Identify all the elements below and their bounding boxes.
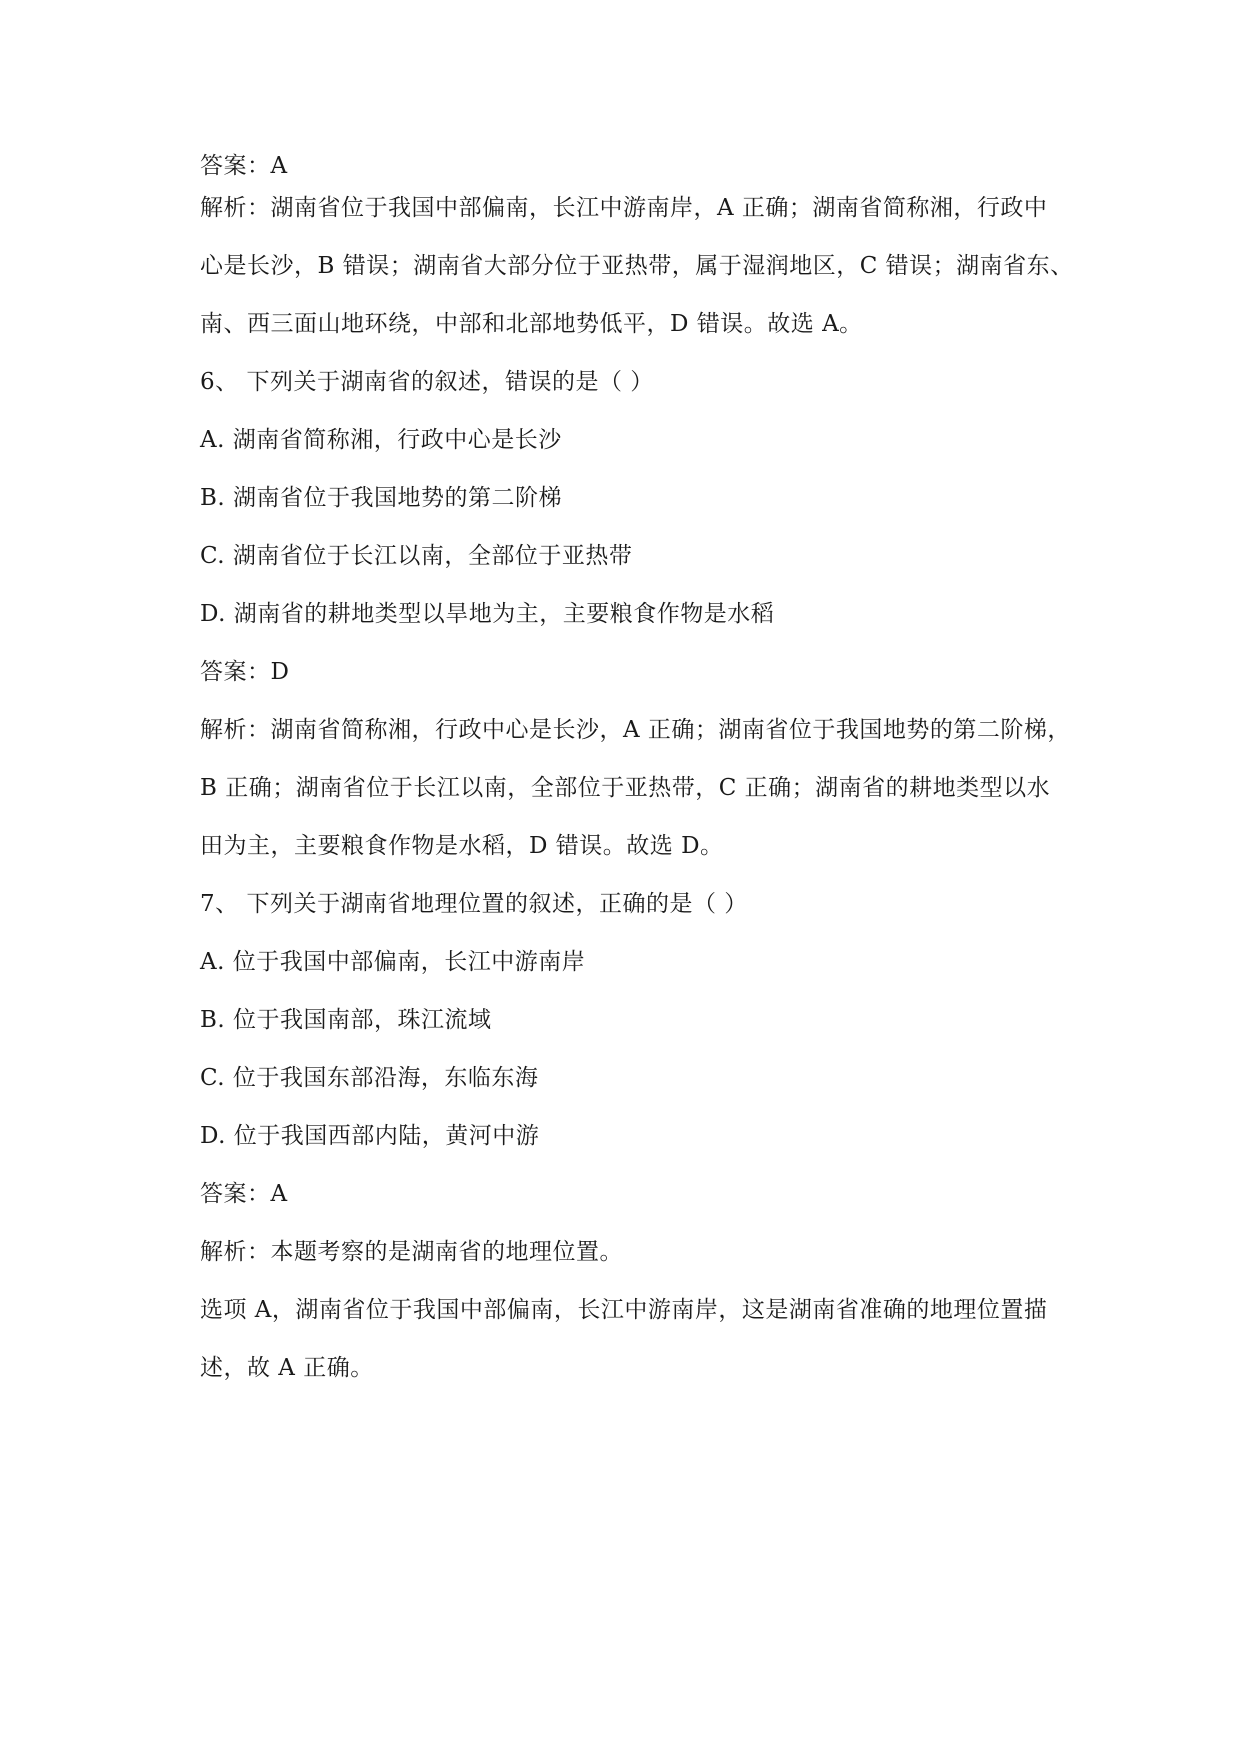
question-6: 6、 下列关于湖南省的叙述，错误的是（ ） bbox=[200, 369, 654, 395]
answer-5: 答案：A bbox=[200, 153, 288, 179]
question-7-option-c: C. 位于我国东部沿海，东临东海 bbox=[200, 1065, 539, 1091]
answer-6: 答案：D bbox=[200, 659, 290, 685]
analysis-7-line-1: 解析：本题考察的是湖南省的地理位置。 bbox=[200, 1239, 623, 1265]
analysis-5-line-2: 心是长沙，B 错误；湖南省大部分位于亚热带，属于湿润地区，C 错误；湖南省东、 bbox=[200, 253, 1074, 279]
question-7-option-a: A. 位于我国中部偏南，长江中游南岸 bbox=[200, 949, 586, 975]
question-6-option-b: B. 湖南省位于我国地势的第二阶梯 bbox=[200, 485, 563, 511]
analysis-6-line-1: 解析：湖南省简称湘，行政中心是长沙，A 正确；湖南省位于我国地势的第二阶梯， bbox=[200, 717, 1071, 743]
question-7-option-d: D. 位于我国西部内陆，黄河中游 bbox=[200, 1123, 540, 1149]
analysis-5-line-3: 南、西三面山地环绕，中部和北部地势低平，D 错误。故选 A。 bbox=[200, 311, 863, 337]
analysis-5-line-1: 解析：湖南省位于我国中部偏南，长江中游南岸，A 正确；湖南省简称湘，行政中 bbox=[200, 195, 1048, 221]
question-6-option-c: C. 湖南省位于长江以南，全部位于亚热带 bbox=[200, 543, 633, 569]
analysis-6-line-3: 田为主，主要粮食作物是水稻，D 错误。故选 D。 bbox=[200, 833, 724, 859]
question-7: 7、 下列关于湖南省地理位置的叙述，正确的是（ ） bbox=[200, 891, 748, 917]
question-6-option-d: D. 湖南省的耕地类型以旱地为主，主要粮食作物是水稻 bbox=[200, 601, 775, 627]
question-7-option-b: B. 位于我国南部，珠江流域 bbox=[200, 1007, 492, 1033]
question-6-option-a: A. 湖南省简称湘，行政中心是长沙 bbox=[200, 427, 562, 453]
answer-7: 答案：A bbox=[200, 1181, 288, 1207]
analysis-7-line-2: 选项 A，湖南省位于我国中部偏南，长江中游南岸，这是湖南省准确的地理位置描 bbox=[200, 1297, 1048, 1323]
analysis-6-line-2: B 正确；湖南省位于长江以南，全部位于亚热带，C 正确；湖南省的耕地类型以水 bbox=[200, 775, 1051, 801]
analysis-7-line-3: 述，故 A 正确。 bbox=[200, 1355, 374, 1381]
